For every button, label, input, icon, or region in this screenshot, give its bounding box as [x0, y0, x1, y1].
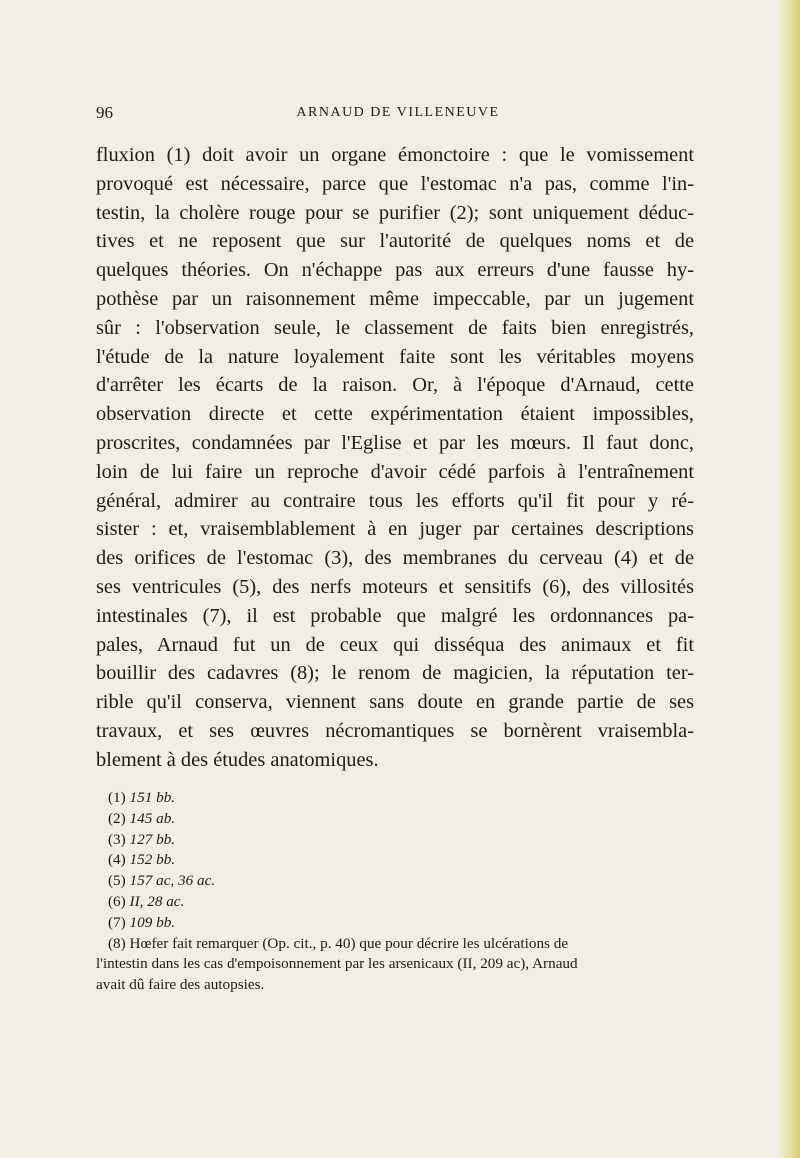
body-line: l'étude de la nature loyalement faite sont les véritables moyens — [96, 345, 694, 368]
body-line: observation directe et cette expérimentation étaient impossibles, — [96, 403, 694, 426]
body-line: général, admirer au contraire tous les efforts qu'il fit pour y ré- — [96, 489, 694, 512]
body-line: travaux, et ses œuvres nécromantiques se bornèrent vraisembla- — [96, 719, 694, 742]
footnote — [96, 934, 716, 955]
footnote-mark: (5) — [108, 872, 126, 890]
body-paragraph — [96, 141, 694, 775]
body-line: pales, Arnaud fut un de ceux qui disséqua des animaux et fit — [96, 633, 694, 656]
body-line: d'arrêter les écarts de la raison. Or, à l'époque d'Arnaud, cette — [96, 374, 694, 397]
footnote-text: II, 28 ac. — [129, 892, 185, 910]
footnote-text: 145 ab. — [129, 809, 176, 827]
footnote — [96, 892, 716, 913]
footnote-mark: (8) — [108, 934, 126, 952]
body-line: sister : et, vraisemblablement à en juger par certaines descriptions — [96, 518, 694, 541]
footnotes — [96, 788, 716, 996]
footnote-text: 151 bb. — [129, 789, 176, 806]
running-head: ARNAUD DE VILLENEUVE — [296, 105, 500, 120]
body-line: pothèse par un raisonnement même impeccable, par un jugement — [96, 287, 694, 310]
body-line: testin, la cholère rouge pour se purifier (2); sont uniquement déduc- — [96, 201, 694, 224]
footnote — [96, 809, 716, 830]
footnote-text: Hœfer fait remarquer (Op. cit., p. 40) que pour décrire les ulcérations de — [129, 934, 569, 952]
footnote — [96, 850, 716, 871]
footnote-mark: (3) — [108, 830, 126, 848]
body-line: quelques théories. On n'échappe pas aux erreurs d'une fausse hy- — [96, 259, 694, 282]
footnote — [96, 913, 716, 934]
footnote-text: 109 bb. — [129, 913, 176, 931]
body-line: intestinales (7), il est probable que malgré les ordonnances pa- — [96, 604, 694, 627]
body-line: des orifices de l'estomac (3), des membranes du cerveau (4) et de — [96, 547, 694, 570]
footnote — [96, 871, 716, 892]
footnote-mark: (7) — [108, 913, 126, 931]
body-line: blement à des études anatomiques. — [96, 748, 379, 771]
footnote-text: 152 bb. — [129, 851, 176, 869]
body-line: tives et ne reposent que sur l'autorité de quelques noms et de — [96, 230, 694, 253]
footnote-mark: (4) — [108, 851, 126, 869]
footnote-continuation: l'intestin dans les cas d'empoisonnement par les arsenicaux (II, 209 ac), Arnaud — [96, 955, 578, 973]
footnote-mark: (1) — [108, 789, 126, 806]
body-line: provoqué est nécessaire, parce que l'estomac n'a pas, comme l'in- — [96, 172, 694, 195]
page-number: 96 — [96, 103, 113, 122]
body-line: loin de lui faire un reproche d'avoir cédé parfois à l'entraînement — [96, 460, 694, 483]
footnote-text: 127 bb. — [129, 830, 176, 848]
footnote-mark: (2) — [108, 809, 126, 827]
page-header — [96, 103, 700, 129]
body-line: rible qu'il conserva, viennent sans doute en grande partie de ses — [96, 691, 694, 714]
footnote — [96, 788, 716, 809]
footnote-mark: (6) — [108, 892, 126, 910]
body-line: fluxion (1) doit avoir un organe émonctoire : que le vomissement — [96, 144, 694, 166]
footnote — [96, 830, 716, 851]
footnote-continuation: avait dû faire des autopsies. — [96, 976, 265, 994]
footnote-text: 157 ac, 36 ac. — [129, 872, 216, 890]
body-line: bouillir des cadavres (8); le renom de magicien, la réputation ter- — [96, 662, 694, 685]
body-line: proscrites, condamnées par l'Eglise et par les mœurs. Il faut donc, — [96, 431, 694, 454]
body-line: ses ventricules (5), des nerfs moteurs et sensitifs (6), des villosités — [96, 575, 694, 598]
page-edge-discoloration — [778, 0, 800, 1158]
body-line: sûr : l'observation seule, le classement de faits bien enregistrés, — [96, 316, 694, 339]
